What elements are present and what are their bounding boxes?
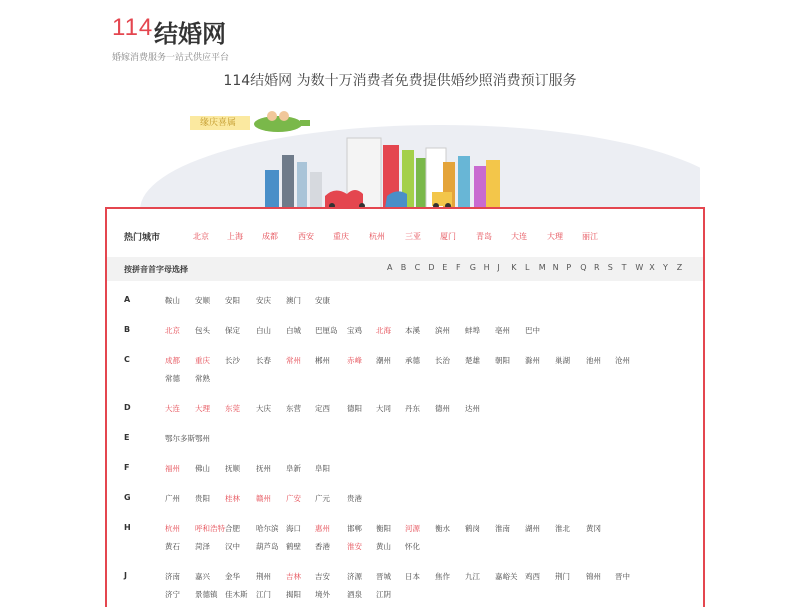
city-link[interactable]: 香港 bbox=[315, 542, 330, 551]
city-link[interactable]: 锦州 bbox=[586, 572, 601, 581]
city-link[interactable]: 广元 bbox=[315, 494, 330, 503]
city-link[interactable]: 黄冈 bbox=[586, 524, 601, 533]
hot-city-link[interactable]: 大连 bbox=[511, 232, 527, 241]
city-link[interactable]: 鹤壁 bbox=[286, 542, 301, 551]
city-link[interactable]: 桂林 bbox=[225, 494, 240, 503]
city-selection-panel bbox=[105, 207, 705, 607]
city-link[interactable]: 楚雄 bbox=[465, 356, 480, 365]
hot-cities-label: 热门城市 bbox=[124, 233, 161, 243]
pinyin-letter-c[interactable]: C bbox=[414, 263, 421, 272]
page-slogan: 114结婚网 为数十万消费者免费提供婚纱照消费预订服务 bbox=[223, 73, 577, 89]
city-link[interactable]: 北海 bbox=[376, 326, 391, 335]
pinyin-letter-p[interactable]: P bbox=[566, 263, 572, 272]
city-link[interactable]: 亳州 bbox=[495, 326, 510, 335]
city-link[interactable]: 江阴 bbox=[376, 590, 391, 599]
city-link[interactable]: 赣州 bbox=[256, 494, 271, 503]
pinyin-letter-q[interactable]: Q bbox=[580, 263, 587, 272]
city-link[interactable]: 承德 bbox=[405, 356, 420, 365]
hot-city-link[interactable]: 重庆 bbox=[333, 232, 349, 241]
group-letter-b: B bbox=[124, 325, 131, 334]
group-letter-c: C bbox=[124, 355, 130, 364]
city-link[interactable]: 常州 bbox=[286, 356, 301, 365]
city-link[interactable]: 揭阳 bbox=[286, 590, 301, 599]
city-link[interactable]: 杭州 bbox=[165, 524, 180, 533]
city-link[interactable]: 广州 bbox=[165, 494, 180, 503]
pinyin-letter-m[interactable]: M bbox=[538, 263, 546, 272]
city-link[interactable]: 本溪 bbox=[405, 326, 420, 335]
city-link[interactable]: 安庆 bbox=[256, 296, 271, 305]
site-logo[interactable] bbox=[112, 12, 242, 63]
city-link[interactable]: 汉中 bbox=[225, 542, 240, 551]
pinyin-letter-a[interactable]: A bbox=[387, 263, 393, 272]
city-link[interactable]: 长春 bbox=[256, 356, 271, 365]
pinyin-filter-bar bbox=[107, 257, 703, 281]
city-link[interactable]: 日本 bbox=[405, 572, 420, 581]
group-letter-e: E bbox=[124, 433, 130, 442]
city-link[interactable]: 澳门 bbox=[286, 296, 301, 305]
city-link[interactable]: 鞍山 bbox=[165, 296, 180, 305]
city-link[interactable]: 吉林 bbox=[286, 572, 301, 581]
pinyin-letter-n[interactable]: N bbox=[552, 263, 559, 272]
city-link[interactable]: 蚌埠 bbox=[465, 326, 480, 335]
pinyin-letter-x[interactable]: X bbox=[649, 263, 655, 272]
group-letter-h: H bbox=[124, 523, 131, 532]
city-link[interactable]: 鄂州 bbox=[195, 434, 210, 443]
city-link[interactable]: 巢湖 bbox=[555, 356, 570, 365]
pinyin-letter-t[interactable]: T bbox=[621, 263, 627, 272]
city-link[interactable]: 湖州 bbox=[525, 524, 540, 533]
city-link[interactable]: 荆州 bbox=[256, 572, 271, 581]
city-link[interactable]: 德州 bbox=[435, 404, 450, 413]
city-link[interactable]: 常德 bbox=[165, 374, 180, 383]
city-link[interactable]: 金华 bbox=[225, 572, 240, 581]
city-link[interactable]: 贵港 bbox=[347, 494, 362, 503]
city-link[interactable]: 嘉兴 bbox=[195, 572, 210, 581]
city-link[interactable]: 合肥 bbox=[225, 524, 240, 533]
pinyin-letter-z[interactable]: Z bbox=[676, 263, 683, 272]
city-link[interactable]: 境外 bbox=[315, 590, 330, 599]
city-link[interactable]: 广安 bbox=[286, 494, 301, 503]
hot-city-link[interactable]: 三亚 bbox=[405, 232, 421, 241]
pinyin-letter-y[interactable]: Y bbox=[663, 263, 668, 272]
city-link[interactable]: 嘉峪关 bbox=[495, 572, 518, 581]
hot-city-link[interactable]: 上海 bbox=[227, 232, 243, 241]
city-link[interactable]: 德阳 bbox=[347, 404, 362, 413]
city-link[interactable]: 宝鸡 bbox=[347, 326, 362, 335]
logo-mark: 114 bbox=[112, 14, 154, 41]
city-link[interactable]: 成都 bbox=[165, 356, 180, 365]
city-link[interactable]: 朝阳 bbox=[495, 356, 510, 365]
city-link[interactable]: 景德镇 bbox=[195, 590, 218, 599]
city-link[interactable]: 鄂尔多斯 bbox=[165, 434, 195, 443]
city-link[interactable]: 江门 bbox=[256, 590, 271, 599]
hot-city-link[interactable]: 厦门 bbox=[440, 232, 456, 241]
city-link[interactable]: 贵阳 bbox=[195, 494, 210, 503]
city-link[interactable]: 鹤岗 bbox=[465, 524, 480, 533]
pinyin-letter-r[interactable]: R bbox=[594, 263, 600, 272]
city-link[interactable]: 晋城 bbox=[376, 572, 391, 581]
city-link[interactable]: 衡阳 bbox=[376, 524, 391, 533]
hot-city-link[interactable]: 丽江 bbox=[582, 232, 598, 241]
city-link[interactable]: 阜新 bbox=[286, 464, 301, 473]
city-link[interactable]: 黄山 bbox=[376, 542, 391, 551]
pinyin-letter-f[interactable]: F bbox=[456, 263, 461, 272]
city-link[interactable]: 大连 bbox=[165, 404, 180, 413]
banner-text: 缘庆喜属 bbox=[200, 118, 237, 128]
city-link[interactable]: 抚顺 bbox=[225, 464, 240, 473]
city-link[interactable]: 佛山 bbox=[195, 464, 210, 473]
city-link[interactable]: 焦作 bbox=[435, 572, 450, 581]
city-link[interactable]: 九江 bbox=[465, 572, 480, 581]
city-link[interactable]: 滨州 bbox=[435, 326, 450, 335]
city-link[interactable]: 赤峰 bbox=[347, 356, 362, 365]
plane-banner bbox=[190, 116, 250, 130]
pinyin-label: 按拼音首字母选择 bbox=[124, 265, 188, 274]
hot-city-link[interactable]: 青岛 bbox=[476, 232, 492, 241]
logo-name: 结婚网 bbox=[154, 20, 226, 48]
city-link[interactable]: 常熟 bbox=[195, 374, 210, 383]
city-link[interactable]: 大庆 bbox=[256, 404, 271, 413]
city-link[interactable]: 保定 bbox=[225, 326, 240, 335]
city-link[interactable]: 达州 bbox=[465, 404, 480, 413]
city-link[interactable]: 池州 bbox=[586, 356, 601, 365]
city-link[interactable]: 葫芦岛 bbox=[256, 542, 279, 551]
city-link[interactable]: 福州 bbox=[165, 464, 180, 473]
city-link[interactable]: 抚州 bbox=[256, 464, 271, 473]
hot-cities bbox=[107, 209, 703, 257]
city-link[interactable]: 淮南 bbox=[495, 524, 510, 533]
hot-city-link[interactable]: 西安 bbox=[298, 232, 314, 241]
pinyin-letter-h[interactable]: H bbox=[483, 263, 490, 272]
hot-city-link[interactable]: 成都 bbox=[262, 232, 278, 241]
city-link[interactable]: 晋中 bbox=[615, 572, 630, 581]
city-link[interactable]: 安阳 bbox=[225, 296, 240, 305]
city-link[interactable]: 阜阳 bbox=[315, 464, 330, 473]
city-link[interactable]: 包头 bbox=[195, 326, 210, 335]
city-link[interactable]: 淮北 bbox=[555, 524, 570, 533]
pinyin-letter-e[interactable]: E bbox=[442, 263, 448, 272]
city-link[interactable]: 潮州 bbox=[376, 356, 391, 365]
group-letter-a: A bbox=[124, 295, 131, 304]
city-link[interactable]: 北京 bbox=[165, 326, 180, 335]
hot-city-link[interactable]: 杭州 bbox=[369, 232, 385, 241]
city-link[interactable]: 黄石 bbox=[165, 542, 180, 551]
city-link[interactable]: 佳木斯 bbox=[225, 590, 248, 599]
city-link[interactable]: 白城 bbox=[286, 326, 301, 335]
city-link[interactable]: 济源 bbox=[347, 572, 362, 581]
city-link[interactable]: 沧州 bbox=[615, 356, 630, 365]
city-link[interactable]: 哈尔滨 bbox=[256, 524, 279, 533]
pinyin-letter-w[interactable]: W bbox=[635, 263, 644, 272]
city-link[interactable]: 长沙 bbox=[225, 356, 240, 365]
city-link[interactable]: 安顺 bbox=[195, 296, 210, 305]
city-link[interactable]: 郴州 bbox=[315, 356, 330, 365]
city-link[interactable]: 河源 bbox=[405, 524, 420, 533]
city-link[interactable]: 巴中 bbox=[525, 326, 540, 335]
city-link[interactable]: 长治 bbox=[435, 356, 450, 365]
pinyin-letter-l[interactable]: L bbox=[525, 263, 530, 272]
city-link[interactable]: 巴厘岛 bbox=[315, 326, 338, 335]
group-letter-f: F bbox=[124, 463, 130, 472]
city-link[interactable]: 济南 bbox=[165, 572, 180, 581]
group-letter-d: D bbox=[124, 403, 131, 412]
city-link[interactable]: 大理 bbox=[195, 404, 210, 413]
city-link[interactable]: 丹东 bbox=[405, 404, 420, 413]
city-link[interactable]: 怀化 bbox=[405, 542, 420, 551]
city-link[interactable]: 惠州 bbox=[315, 524, 330, 533]
city-link[interactable]: 衡水 bbox=[435, 524, 450, 533]
hot-city-link[interactable]: 北京 bbox=[193, 232, 209, 241]
pinyin-letter-s[interactable]: S bbox=[607, 263, 613, 272]
pinyin-letter-d[interactable]: D bbox=[428, 263, 435, 272]
city-link[interactable]: 酒泉 bbox=[347, 590, 362, 599]
city-link[interactable]: 重庆 bbox=[195, 356, 210, 365]
group-letter-g: G bbox=[124, 493, 131, 502]
hot-city-link[interactable]: 大理 bbox=[547, 232, 563, 241]
city-link[interactable]: 淮安 bbox=[347, 542, 362, 551]
city-link[interactable]: 鸡西 bbox=[525, 572, 540, 581]
city-link[interactable]: 滁州 bbox=[525, 356, 540, 365]
city-link[interactable]: 呼和浩特 bbox=[195, 524, 225, 533]
city-link[interactable]: 海口 bbox=[286, 524, 301, 533]
city-link[interactable]: 大同 bbox=[376, 404, 391, 413]
city-link[interactable]: 荆门 bbox=[555, 572, 570, 581]
logo-subtitle: 婚嫁消费服务一站式供应平台 bbox=[112, 53, 230, 63]
pinyin-letter-b[interactable]: B bbox=[400, 263, 407, 272]
pinyin-letter-g[interactable]: G bbox=[469, 263, 476, 272]
city-link[interactable]: 东莞 bbox=[225, 404, 240, 413]
pinyin-letter-j[interactable]: J bbox=[497, 263, 500, 272]
city-link[interactable]: 邯郸 bbox=[347, 524, 362, 533]
city-link[interactable]: 吉安 bbox=[315, 572, 330, 581]
city-link[interactable]: 白山 bbox=[256, 326, 271, 335]
city-link[interactable]: 定西 bbox=[315, 404, 330, 413]
group-letter-j: J bbox=[124, 571, 127, 580]
city-link[interactable]: 安康 bbox=[315, 296, 330, 305]
pinyin-letter-k[interactable]: K bbox=[511, 263, 517, 272]
city-link[interactable]: 济宁 bbox=[165, 590, 180, 599]
city-link[interactable]: 菏泽 bbox=[195, 542, 210, 551]
city-link[interactable]: 东营 bbox=[286, 404, 301, 413]
